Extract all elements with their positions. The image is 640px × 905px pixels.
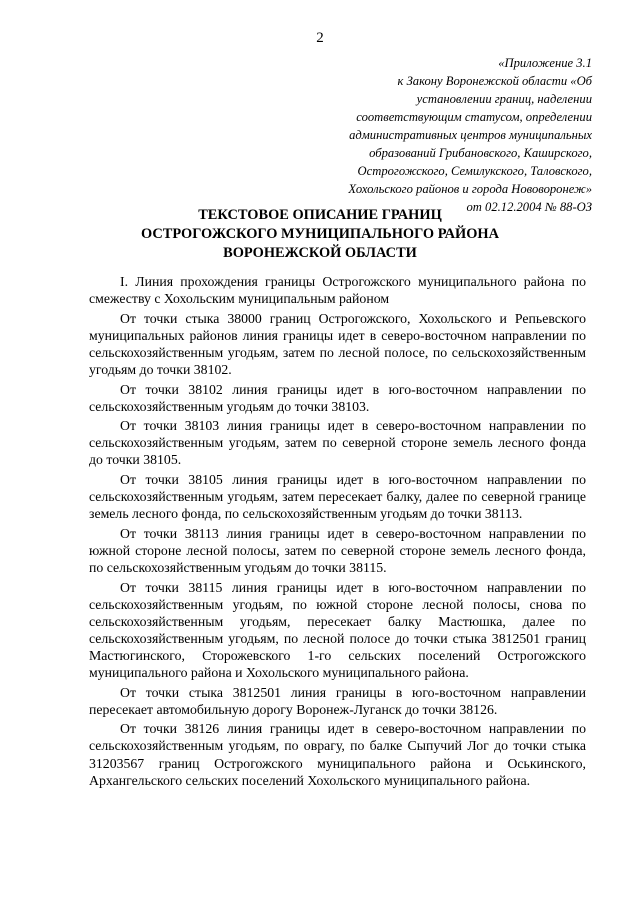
- appendix-line: установлении границ, наделении: [416, 92, 592, 106]
- appendix-line: Острогожского, Семилукского, Таловского,: [357, 164, 592, 178]
- paragraph: От точки 38113 линия границы идет в северо-восточном направлении по южной стороне лесной полосы, затем по северной стороне земель лесного фонда, по сельскохозяйственным угодьям до точки 38115.: [89, 525, 586, 575]
- appendix-line: «Приложение 3.1: [498, 56, 592, 70]
- document-title: [60, 206, 580, 263]
- section-heading: I. Линия прохождения границы Острогожского муниципального района по смежеству с Хохольским муниципальным районом: [89, 274, 586, 307]
- appendix-note: [272, 54, 592, 216]
- title-line: ОСТРОГОЖСКОГО МУНИЦИПАЛЬНОГО РАЙОНА: [140, 226, 500, 242]
- appendix-line: к Закону Воронежской области «Об: [397, 74, 592, 88]
- paragraph: От точки 38115 линия границы идет в юго-восточном направлении по сельскохозяйственным угодьям, по южной стороне лесной полосы, снова по сельскохозяйственным угодьям, пересекает балку Мастюшка, далее по сельскохозяйственным угодьям, по лесной полосе до точки стыка 3812501 границ Мастюгинского, Сторожевского 1-го сельских поселений Острогожского муниципального района и Хохольского муниципального района.: [89, 579, 586, 681]
- appendix-line: соответствующим статусом, определении: [356, 110, 592, 124]
- title-line: ТЕКСТОВОЕ ОПИСАНИЕ ГРАНИЦ: [198, 207, 442, 223]
- document-body: [89, 273, 586, 791]
- paragraph: От точки стыка 3812501 линия границы в юго-восточном направлении пересекает автомобильную дорогу Воронеж-Луганск до точки 38126.: [89, 684, 586, 717]
- appendix-line: образований Грибановского, Каширского,: [369, 146, 592, 160]
- paragraph: От точки 38126 линия границы идет в северо-восточном направлении по сельскохозяйственным угодьям, по оврагу, по балке Сыпучий Лог до точки стыка 31203567 границ Острогожского муниципального района и Оськинского, Архангельского сельских поселений Хохольского муниципального района.: [89, 721, 586, 788]
- paragraph: От точки 38103 линия границы идет в северо-восточном направлении по сельскохозяйственным угодьям, затем по северной стороне земель лесного фонда до точки 38105.: [89, 418, 586, 468]
- page-number: 2: [316, 30, 324, 46]
- paragraph: От точки 38102 линия границы идет в юго-восточном направлении по сельскохозяйственным угодьям до точки 38103.: [89, 381, 586, 414]
- appendix-line: Хохольского районов и города Нововоронеж»: [348, 182, 592, 196]
- appendix-line: от 02.12.2004 № 88-ОЗ: [466, 200, 592, 214]
- appendix-line: административных центров муниципальных: [349, 128, 592, 142]
- title-line: ВОРОНЕЖСКОЙ ОБЛАСТИ: [223, 245, 417, 261]
- paragraph: От точки 38105 линия границы идет в юго-восточном направлении по сельскохозяйственным угодьям, затем пересекает балку, далее по северной границе земель лесного фонда, по сельскохозяйственным угодьям до точки 38113.: [89, 472, 586, 522]
- paragraph: От точки стыка 38000 границ Острогожского, Хохольского и Репьевского муниципальных районов линия границы идет в северо-восточном направлении по сельскохозяйственным угодьям, затем по лесной полосе, по сельскохозяйственным угодьям до точки 38102.: [89, 310, 586, 377]
